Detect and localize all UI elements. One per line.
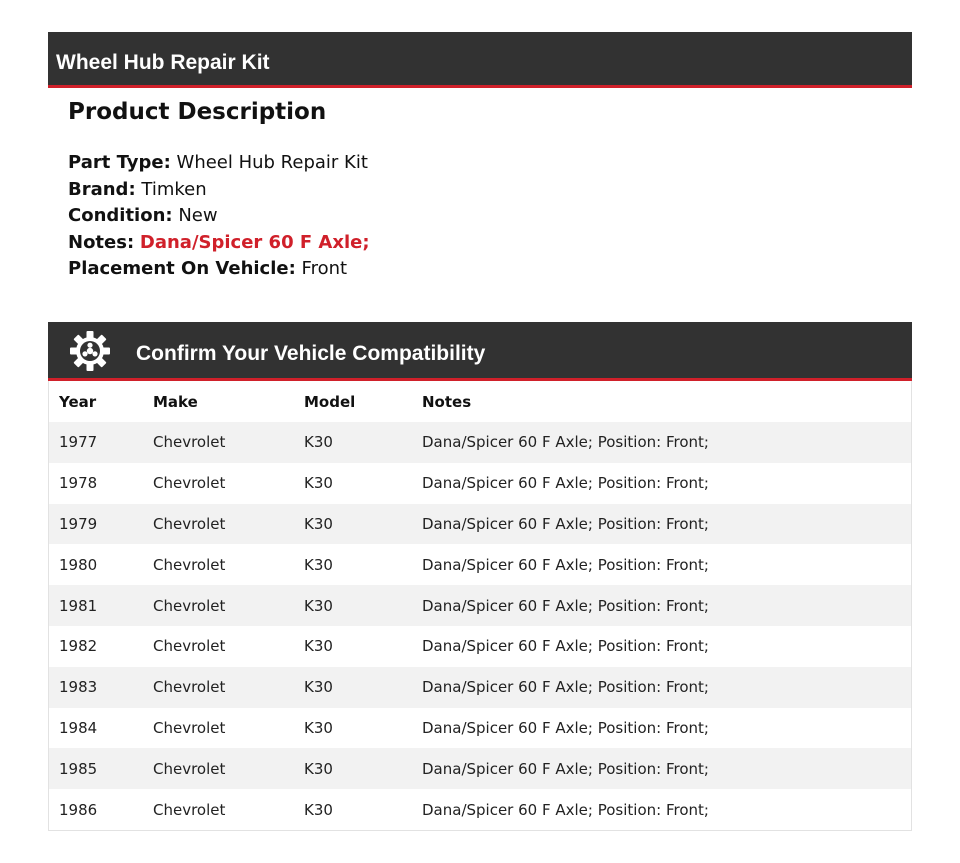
cell-notes: Dana/Spicer 60 F Axle; Position: Front; xyxy=(422,637,709,656)
table-row xyxy=(49,667,911,708)
spec-row xyxy=(68,177,888,204)
cell-notes: Dana/Spicer 60 F Axle; Position: Front; xyxy=(422,474,709,493)
cell-notes: Dana/Spicer 60 F Axle; Position: Front; xyxy=(422,759,709,778)
cell-notes: Dana/Spicer 60 F Axle; Position: Front; xyxy=(422,678,709,697)
table-row xyxy=(49,708,911,749)
cell-model: K30 xyxy=(304,474,333,493)
cell-make: Chevrolet xyxy=(153,718,226,737)
table-row xyxy=(49,626,911,667)
cell-model: K30 xyxy=(304,759,333,778)
spec-label: Brand: xyxy=(68,178,136,200)
cell-year: 1978 xyxy=(59,474,98,493)
product-title: Wheel Hub Repair Kit xyxy=(56,51,270,74)
cell-model: K30 xyxy=(304,718,333,737)
cell-notes: Dana/Spicer 60 F Axle; Position: Front; xyxy=(422,596,709,615)
cell-model: K30 xyxy=(304,514,333,533)
spec-value: Wheel Hub Repair Kit xyxy=(176,152,368,173)
cell-year: 1977 xyxy=(59,433,98,452)
column-header-model: Model xyxy=(304,392,356,411)
cell-make: Chevrolet xyxy=(153,596,226,615)
column-header-notes: Notes xyxy=(422,392,472,411)
table-body xyxy=(49,422,911,830)
cell-make: Chevrolet xyxy=(153,514,226,533)
cell-year: 1982 xyxy=(59,637,98,656)
cell-model: K30 xyxy=(304,433,333,452)
cell-notes: Dana/Spicer 60 F Axle; Position: Front; xyxy=(422,514,709,533)
compatibility-title: Confirm Your Vehicle Compatibility xyxy=(136,342,486,365)
cell-notes: Dana/Spicer 60 F Axle; Position: Front; xyxy=(422,433,709,452)
cell-year: 1986 xyxy=(59,800,98,819)
spec-row xyxy=(68,203,888,230)
product-description xyxy=(68,96,888,283)
cell-make: Chevrolet xyxy=(153,759,226,778)
cell-make: Chevrolet xyxy=(153,800,226,819)
cell-model: K30 xyxy=(304,555,333,574)
cell-make: Chevrolet xyxy=(153,678,226,697)
spec-value: Dana/Spicer 60 F Axle; xyxy=(139,231,370,253)
table-row xyxy=(49,544,911,585)
compatibility-header xyxy=(48,322,912,381)
cell-make: Chevrolet xyxy=(153,433,226,452)
compatibility-table xyxy=(49,381,911,830)
cell-notes: Dana/Spicer 60 F Axle; Position: Front; xyxy=(422,718,709,737)
description-heading: Product Description xyxy=(68,99,327,125)
cell-year: 1980 xyxy=(59,555,98,574)
cell-notes: Dana/Spicer 60 F Axle; Position: Front; xyxy=(422,555,709,574)
spec-label: Part Type: xyxy=(68,152,171,173)
spec-list xyxy=(68,150,888,283)
spec-label: Notes: xyxy=(68,231,135,253)
cell-make: Chevrolet xyxy=(153,555,226,574)
table-row xyxy=(49,585,911,626)
gear-icon xyxy=(69,330,111,372)
table-row xyxy=(49,748,911,789)
table-row xyxy=(49,463,911,504)
product-title-bar xyxy=(48,32,912,88)
spec-label: Placement On Vehicle: xyxy=(68,258,296,279)
cell-year: 1984 xyxy=(59,718,98,737)
column-header-make: Make xyxy=(153,392,198,411)
cell-model: K30 xyxy=(304,800,333,819)
spec-row xyxy=(68,256,888,283)
cell-make: Chevrolet xyxy=(153,474,226,493)
cell-make: Chevrolet xyxy=(153,637,226,656)
cell-year: 1979 xyxy=(59,514,98,533)
cell-year: 1983 xyxy=(59,678,98,697)
cell-model: K30 xyxy=(304,596,333,615)
spec-label: Condition: xyxy=(68,205,173,226)
cell-model: K30 xyxy=(304,637,333,656)
compatibility-table-container xyxy=(48,381,912,831)
cell-model: K30 xyxy=(304,678,333,697)
spec-row xyxy=(68,150,888,177)
cell-year: 1985 xyxy=(59,759,98,778)
table-header-row xyxy=(49,381,911,422)
column-header-year: Year xyxy=(59,392,97,411)
spec-value: Front xyxy=(301,258,348,279)
cell-notes: Dana/Spicer 60 F Axle; Position: Front; xyxy=(422,800,709,819)
table-row xyxy=(49,789,911,830)
spec-value: Timken xyxy=(141,178,207,200)
spec-value: New xyxy=(178,205,218,226)
spec-row xyxy=(68,230,888,257)
cell-year: 1981 xyxy=(59,596,98,615)
table-row xyxy=(49,504,911,545)
table-row xyxy=(49,422,911,463)
